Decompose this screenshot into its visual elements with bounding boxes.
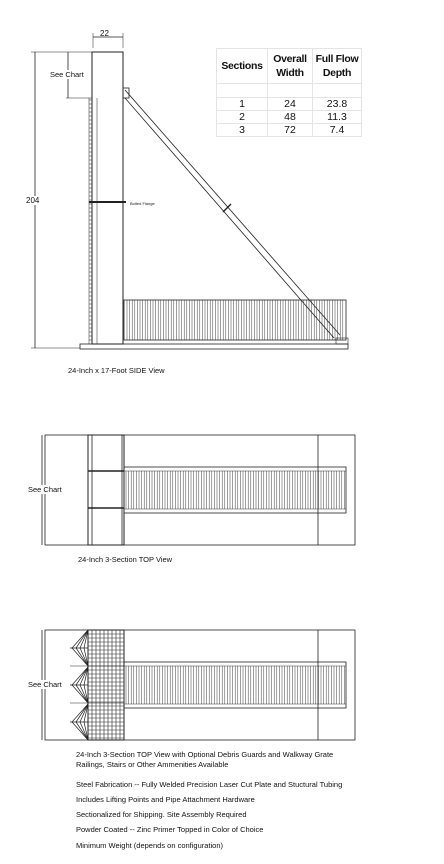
vertical-column	[92, 52, 123, 344]
side-see-chart-label: See Chart	[50, 70, 84, 79]
side-view-caption: 24-Inch x 17-Foot SIDE View	[68, 366, 165, 375]
note-line: Powder Coated -- Zinc Primer Topped in Color of Choice	[76, 825, 264, 834]
chart-cell: 3	[217, 124, 268, 137]
note-line: Steel Fabrication -- Fully Welded Precision Laser Cut Plate and Stuctural Tubing	[76, 780, 343, 789]
base-plate	[80, 344, 348, 349]
chart-cell: 1	[217, 98, 268, 111]
chart-cell: 7.4	[313, 124, 362, 137]
bolted-flange-label: Bolted Flange	[130, 201, 155, 206]
chart-header-sections: Sections	[217, 49, 268, 84]
note-line: Minimum Weight (depends on configuration)	[76, 841, 224, 850]
chart-cell: 48	[268, 111, 313, 124]
debris-guards	[70, 630, 88, 740]
options-see-chart-label: See Chart	[28, 680, 62, 689]
chart-cell: 72	[268, 124, 313, 137]
chart-header-row	[217, 49, 362, 84]
sections-chart	[216, 48, 362, 137]
chart-cell: 11.3	[313, 111, 362, 124]
top-view-drawing	[42, 435, 355, 545]
top-view-options-drawing	[42, 630, 355, 740]
top-view-caption: 24-Inch 3-Section TOP View	[78, 555, 173, 564]
chart-row	[217, 124, 362, 137]
height-dimension-value: 204	[26, 196, 40, 205]
chart-header-overall-width: Overall Width	[268, 49, 313, 84]
top-see-chart-label: See Chart	[28, 485, 62, 494]
chart-header-full-flow-depth: Full Flow Depth	[313, 49, 362, 84]
walkway-grate	[88, 630, 124, 740]
note-line: Includes Lifting Points and Pipe Attachment Hardware	[76, 795, 255, 804]
chart-cell: 23.8	[313, 98, 362, 111]
note-line: Sectionalized for Shipping. Site Assembly Required	[76, 810, 247, 819]
side-grate	[124, 300, 346, 340]
top-dimension-value: 22	[100, 29, 109, 38]
options-view-frame	[45, 630, 355, 740]
chart-row	[217, 111, 362, 124]
options-caption-line1: 24-Inch 3-Section TOP View with Optional Debris Guards and Walkway Grate	[76, 750, 334, 759]
chart-cell: 2	[217, 111, 268, 124]
options-caption-line2: Railings, Stairs or Other Ammenities Available	[76, 760, 229, 769]
top-view-frame	[45, 435, 355, 545]
chart-cell: 24	[268, 98, 313, 111]
chart-row	[217, 98, 362, 111]
